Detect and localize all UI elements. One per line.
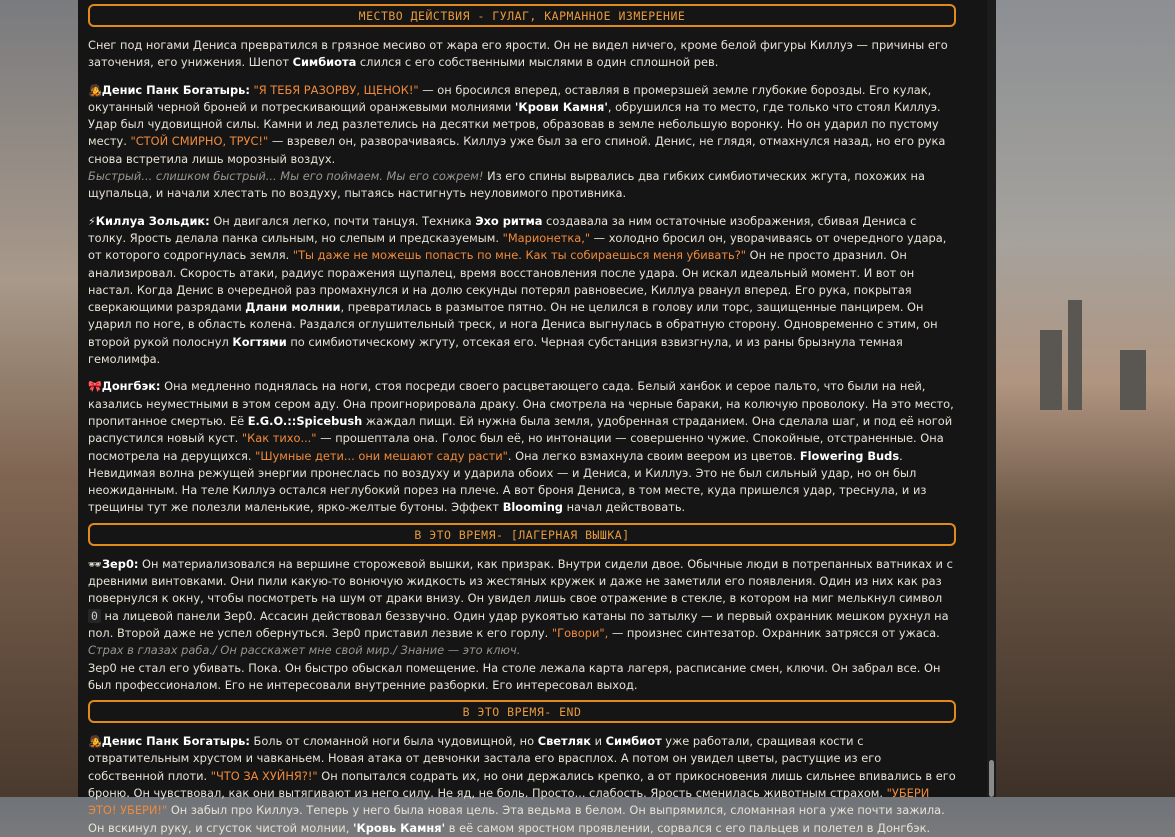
text: . Невидимая волна режущей энергии пронеслась по воздуху и ударила обоих — и Дениса, и Киллуэ. Это не был сильный удар, но он был неожиданным. На теле Киллуэ остался неглубокий порез на плече. А вот броня Дениса, в том месте, куда пришелся удар, треснула, и из трещины тут же полезли маленькие, ярко-желтые бутоны. Эффект (88, 448, 927, 515)
text: Она медленно поднялась на ноги, стоя посреди своего расцветающего сада. Белый ханбок и серое пальто, что были на ней, казались неуместными в этом сером аду. Она проигнорировала драку. Она смотрела на черные бараки, на колючую проволоку. На это место, пропитанное смертью. Её (88, 379, 954, 428)
character-emoji-icon: 🎀 (88, 380, 102, 394)
speaker-name: Донгбэк: (101, 379, 161, 394)
quote: "Ты даже не можешь попасть по мне. Как ты собираешься меня убивать?" (292, 248, 747, 263)
location-banner: МЕСТВО ДЕЙСТВИЯ - ГУЛАГ, КАРМАННОЕ ИЗМЕРЕНИЕ (88, 4, 956, 27)
post-zero (88, 556, 956, 694)
text: уже работали, сращивая кости с отвратительным хрустом и чавканьем. Новая атака от девчонки застала его врасплох. А потом он увидел цветы, растущие из его собственной плоти. (88, 734, 882, 783)
narration-paragraph (88, 37, 956, 72)
text: на лицевой панели Зер0. Ассасин действовал беззвучно. Один удар рукоятью катаны по затылку — и первый охранник мешком рухнул на пол. Второй даже не успел обернуться. Зер0 приставил лезвие к его горлу. (88, 608, 949, 640)
character-emoji-icon: 🧑‍🎤 (88, 735, 102, 749)
bold-term: 'Кровь Камня' (352, 820, 446, 835)
inline-code: 0 (88, 609, 101, 623)
text: жаждал пищи. Ей нужна была земля, удобренная страданием. Она сделала шаг, и под её ногой распустился новый куст. (88, 413, 953, 446)
speaker-name: Денис Панк Богатырь: (101, 82, 250, 97)
background-rock (1040, 330, 1062, 410)
text: , превратилась в размытое пятно. Он не целился в голову или торс, защищенные панцирем. Он ударил по ноге, в область колена. Раздался оглушительный треск, и нога Дениса выгнулась в обратную сторону. Одновременно с этим, он второй рукой полоснул (88, 300, 938, 349)
character-emoji-icon: 🕶 (88, 557, 102, 571)
text: . Она легко взмахнула своим веером из цветов. (507, 448, 800, 463)
scrollbar-track[interactable] (987, 0, 996, 797)
post-denis-1 (88, 82, 956, 203)
text: , обрушился на то место, где только что стоял Киллуэ. Удар был чудовищной силы. Камни и лед разлетелись на десятки метров, образовав в земле небольшую воронку. Но он ударил по пустому месту. (88, 99, 941, 149)
message-panel (78, 0, 996, 835)
bold-term: 'Крови Камня' (514, 99, 608, 114)
quote: "Марионетка," (502, 230, 591, 245)
quote: "Как тихо..." (241, 431, 317, 446)
character-emoji-icon: 🧑‍🎤 (88, 83, 102, 97)
text: Боль от сломанной ноги была чудовищной, но (249, 734, 538, 749)
bold-term: Длани молнии (245, 300, 341, 315)
background-rock (1068, 300, 1082, 410)
quote: "СТОЙ СМИРНО, ТРУС!" (130, 134, 269, 149)
background-rock (1120, 350, 1146, 410)
quote: "ЧТО ЗА ХУЙНЯ?!" (210, 768, 318, 783)
text: Снег под ногами Дениса превратился в грязное месиво от жара его ярости. Он не видел ничего, кроме белой фигуры Киллуэ — причины его заточения, его унижения. Шепот (88, 38, 948, 70)
text: Он двигался легко, почти танцуя. Техника (209, 213, 476, 228)
post-killua (88, 213, 956, 369)
italic-thought: Быстрый... слишком быстрый... Мы его поймаем. Мы его сожрем! (88, 169, 484, 184)
quote: "Говори", (551, 625, 609, 640)
bold-term: Flowering Buds (799, 448, 900, 463)
bold-term: Blooming (502, 500, 563, 515)
bold-term: Светляк (537, 734, 591, 749)
text: Он материализовался на вершине сторожевой вышки, как призрак. Внутри сидели двое. Обычные люди в потрепанных ватниках и с древними винтовками. Они пили какую-то вонючую жидкость из жестяных кружек и даже не заметили его появления. Один из них как раз повернулся к окну, чтобы посмотреть на шум от драки внизу. Он увидел лишь свое отражение в стекле, в котором на миг мелькнул символ (88, 556, 953, 606)
scene-end-banner: В ЭТО ВРЕМЯ- END (88, 700, 956, 723)
background-left (0, 0, 78, 797)
text: — холодно бросил он, уворачиваясь от очередного удара, от которого содрогнулась земля. (88, 230, 947, 263)
quote: "Я ТЕБЯ РАЗОРВУ, ЩЕНОК!" (253, 82, 419, 97)
text: в её самом яростном проявлении, сорвался с его пальцев и полетел в Донгбэк. (445, 820, 931, 835)
text: по симбиотическому жгуту, отсекая его. Черная субстанция взвизгнула, и из раны брызнула темная гемолимфа. (88, 334, 903, 367)
quote: "Шумные дети... они мешают саду расти" (255, 448, 508, 463)
speaker-name: Зер0: (101, 556, 139, 571)
text: создавала за ним остаточные изображения, сбивая Дениса с толку. Ярость делала панка сильным, но слепым и предсказуемым. (88, 213, 917, 245)
post-dongbaek (88, 378, 956, 516)
italic-haiku: Страх в глазах раба./ Он расскажет мне свой мир./ Знание — это ключ. (88, 643, 521, 658)
text: Он забыл про Киллуэ. Теперь у него была новая цель. Эта ведьма в белом. Он выпрямился, сломанная нога уже почти зажила. Он вскинул руку, и сгусток чистой молнии, (88, 803, 945, 835)
text: — произнес синтезатор. Охранник затрясся от ужаса. (608, 625, 940, 640)
bold-term: Симбиота (292, 55, 357, 70)
post-denis-2 (88, 733, 956, 837)
text: — взревел он, разворачиваясь. Киллуэ уже был за его спиной. Денис, не глядя, отмахнулся назад, но его рука снова встретила лишь морозный воздух. (88, 134, 946, 166)
bold-term: Эхо ритма (475, 213, 543, 228)
character-emoji-icon: ⚡ (88, 214, 96, 228)
text: — прошептала она. Голос был её, но интонации — совершенно чужие. Спокойные, отстраненные. Она посмотрела на дерущихся. (88, 431, 944, 463)
text: Он не просто дразнил. Он анализировал. Скорость атаки, радиус поражения щупалец, время восстановления после удара. Он искал идеальный момент. И вот он настал. Когда Денис в очередной раз промахнулся и на долю секунды потерял равновесие, Киллуа рванул вперед. Его рука, покрытая сверкающими разрядами (88, 248, 915, 315)
text: Он попытался содрать их, но они держались крепко, а от прикосновения лишь сильнее впивались в его броню. Он чувствовал, как они вытягивают из него силу. Не яд, не боль. Просто... слабость. Ярость сменилась животным страхом. (88, 768, 956, 800)
speaker-name: Денис Панк Богатырь: (101, 734, 250, 749)
bold-term: E.G.O.::Spicebush (247, 413, 363, 428)
text: начал действовать. (562, 500, 686, 515)
text: Зер0 не стал его убивать. Пока. Он быстро обыскал помещение. На столе лежала карта лагеря, расписание смен, ключи. Он забрал все. Он был профессионалом. Его не интересовали внутренние разборки. Его интересовал выход. (88, 660, 941, 692)
background-right (996, 0, 1175, 797)
speaker-name: Киллуа Зольдик: (95, 213, 210, 228)
scrollbar-thumb[interactable] (989, 760, 994, 797)
text: Из его спины вырвались два гибких симбиотических жгута, похожих на щупальца, и начали хлестать по воздуху, пытаясь настигнуть неуловимого противника. (88, 169, 925, 201)
bold-term: Когтями (232, 334, 287, 349)
quote: "УБЕРИ ЭТО! УБЕРИ!" (88, 785, 930, 818)
text: — он бросился вперед, оставляя в промерзшей земле глубокие борозды. Его кулак, окутанный черной броней и потрескивающий оранжевыми молниями (88, 82, 932, 114)
bold-term: Симбиот (605, 734, 662, 749)
scene-banner: В ЭТО ВРЕМЯ- [ЛАГЕРНАЯ ВЫШКА] (88, 523, 956, 546)
text: и (591, 734, 606, 749)
text: слился с его собственными мыслями в один сплошной рев. (356, 55, 719, 70)
